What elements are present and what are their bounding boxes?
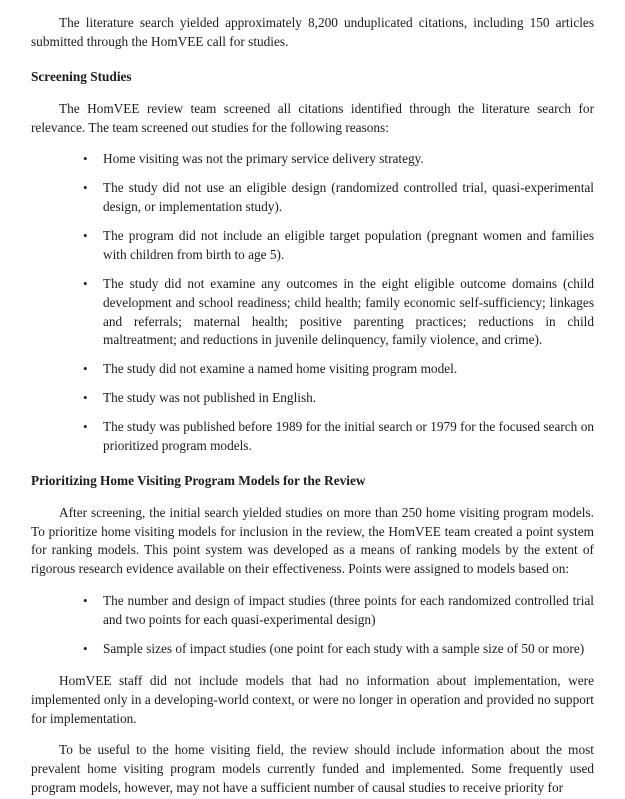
paragraph-prioritizing-lead: After screening, the initial search yielded studies on more than 250 home visiting program models. To prioritize home visiting models for inclusion in the review, the HomVEE team created a point system for ranking models. This point system was developed as a means of ranking models by the extent of rigorous research evidence available on their effectiveness. Points were assigned to models based on: xyxy=(31,504,594,577)
screening-reasons-list xyxy=(31,150,594,455)
list-item: • The study did not examine a named home visiting program model. xyxy=(83,360,594,379)
list-item: • Home visiting was not the primary service delivery strategy. xyxy=(83,150,594,169)
paragraph-excluded-models: HomVEE staff did not include models that had no information about implementation, were implemented only in a developing-world context, or were no longer in operation and provided no support for implementation. xyxy=(31,672,594,726)
heading-screening-studies: Screening Studies xyxy=(31,68,132,84)
paragraph-prevalent-models: To be useful to the home visiting field, the review should include information about the most prevalent home visiting program models currently funded and implemented. Some frequently used program models, however, may not have a sufficient number of causal studies to receive priority for xyxy=(31,742,594,796)
list-item: • The number and design of impact studies (three points for each randomized controlled trial and two points for each quasi-experimental design) xyxy=(83,592,594,630)
list-item: • The study did not examine any outcomes in the eight eligible outcome domains (child development and school readiness; child health; family economic self-sufficiency; linkages and referrals; maternal health; positive parenting practices; reductions in child maltreatment; and reductions in juvenile delinquency, family violence, and crime). xyxy=(83,275,594,351)
list-item: • The study was published before 1989 for the initial search or 1979 for the focused search on prioritized program models. xyxy=(83,418,594,456)
list-item: • The study was not published in English. xyxy=(83,389,594,408)
paragraph-literature-search: The literature search yielded approximately 8,200 unduplicated citations, including 150 articles submitted through the HomVEE call for studies. xyxy=(31,15,594,49)
list-item: • The study did not use an eligible design (randomized controlled trial, quasi-experimental design, or implementation study). xyxy=(83,179,594,217)
list-item: • The program did not include an eligible target population (pregnant women and families with children from birth to age 5). xyxy=(83,227,594,265)
heading-prioritizing-models: Prioritizing Home Visiting Program Models for the Review xyxy=(31,472,366,488)
point-system-list xyxy=(31,592,594,659)
list-item: • Sample sizes of impact studies (one point for each study with a sample size of 50 or more) xyxy=(83,640,594,659)
paragraph-screening-lead: The HomVEE review team screened all citations identified through the literature search for relevance. The team screened out studies for the following reasons: xyxy=(31,100,594,135)
